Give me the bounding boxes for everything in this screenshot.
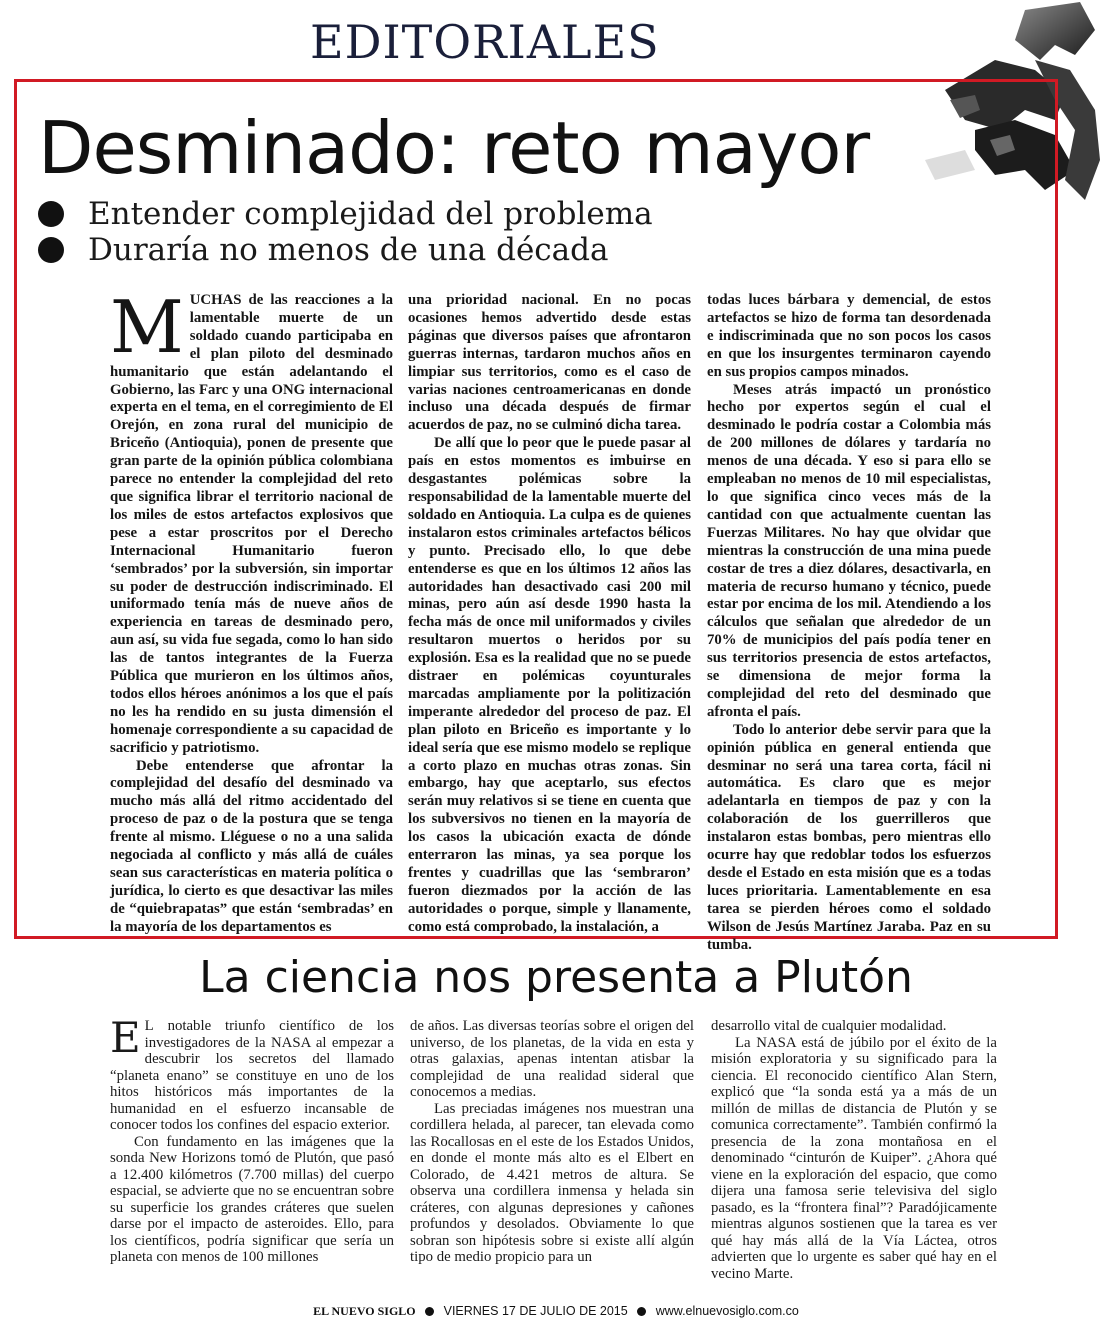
- drop-cap: E: [110, 1013, 141, 1062]
- bullet-item: [38, 232, 653, 268]
- paragraph: una prioridad nacional. En no pocas ocasiones hemos advertido desde estas páginas que diversos países que afrontaron guerras internas, tardaron muchos años en limpiar sus territorios, como es el caso de varias naciones centroamericanas en donde incluso una década después de firmar acuerdos de paz, no se culminó dicha tarea.: [408, 292, 691, 434]
- paragraph: Las preciadas imágenes nos muestran una cordillera helada, al parecer, tan elevada como las Rocallosas en el este de los Estados Unidos, en donde el monte más alto es el Elbert en Colorado, de 4.421 metros de altura. Se observa una cordillera inmensa y helada sin cráteres, con algunas depresiones y cañones profundos y desolados. Obviamente lo que sobran son hipótesis sobre si existe allí algún tipo de medio propicio para un: [410, 1100, 694, 1265]
- editorial1-column-1: [110, 285, 393, 937]
- paragraph: Meses atrás impactó un pronóstico hecho por expertos según el cual el desminado le podría costar a Colombia más de 200 millones de dólares y tardaría no menos de una década. Y eso si para ello se empleaban no menos de 10 mil especialistas, lo que significa cinco veces más de la cantidad con que actualmente cuentan las Fuerzas Militares. No hay que olvidar que mientras la construcción de una mina puede costar de tres a diez dólares, desactivarla, en materia de recurso humano y técnico, puede estar por encima de los mil. Atendiendo a los cálculos que señalan que alrededor de un 70% de municipios del país podía tener en sus territorios presencia de estos artefactos, se dimensiona de mejor forma la complejidad del reto del desminado que afronta el país.: [707, 381, 991, 720]
- paragraph: Debe entenderse que afrontar la complejidad del desafío del desminado va mucho más allá del ritmo accidentado del proceso de paz o de la postura que se tenga frente al mismo. Lléguese o no a una salida negociada al conflicto y más allá de cuáles sean sus características en materia política o jurídica, lo cierto es que desactivar las miles de “quiebrapatas” que están ‘sembradas’ en la mayoría de los departamentos es: [110, 757, 393, 935]
- subheadline-bullets: [38, 196, 653, 268]
- bullet-text: Entender complejidad del problema: [88, 196, 653, 232]
- bullet-item: [38, 196, 653, 232]
- bullet-text: Duraría no menos de una década: [88, 232, 609, 268]
- bullet-dot-icon: [38, 237, 64, 263]
- paragraph: Con fundamento en las imágenes que la sonda New Horizons tomó de Plutón, que pasó a 12.400 kilómetros (7.700 millas) del cuerpo espacial, se advierte que no se encuentran sobre su superficie los grandes cráteres que suelen darse por el impacto de asteroides. Ello, para los científicos, podría significar que sería un planeta con menos de 100 millones: [110, 1133, 394, 1265]
- editorial1-column-2: [408, 292, 691, 937]
- bullet-separator-icon: [425, 1307, 434, 1316]
- headline-pluton: La ciencia nos presenta a Plutón: [199, 952, 913, 1003]
- editorial2-column-3: [711, 1018, 997, 1282]
- paragraph: De allí que lo peor que le puede pasar al país en estos momentos es imbuirse en desgastantes polémicas sobre la responsabilidad de la lamentable muerte del soldado en Antioquia. La culpa es de quienes instalaron estos criminales artefactos bélicos y punto. Precisado ello, lo que debe entenderse es que en los últimos 12 años las autoridades han desactivado casi 200 mil minas, pero aún así desde 1990 hasta la fecha más de once mil uniformados y civiles resultaron muertos o heridos por su explosión. Esa es la realidad que no se puede distraer en polémicas coyunturales marcadas ampliamente por la politización imperante alrededor del proceso de paz. El plan piloto en Briceño es importante y lo ideal sería que ese mismo modelo se replique a corto plazo en muchas otras zonas. Sin embargo, hay que aceptarlo, sus efectos serán muy relativos si se tiene en cuenta que los subversivos no tienen en la mayoría de los casos la ubicación exacta de dónde enterraron las minas, ya sea porque los frentes y cuadrillas que las ‘sembraron’ fueron diezmados por la acción de las autoridades o porque, simple y llanamente, como está comprobado, la instalación, a: [408, 435, 691, 935]
- paragraph: todas luces bárbara y demencial, de estos artefactos se hizo de forma tan desordenada e indiscriminada que no son pocos los casos en que los insurgentes terminaron cayendo en sus propios campos minados.: [707, 292, 991, 380]
- lead-word: L: [144, 1018, 154, 1034]
- paragraph: desarrollo vital de cualquier modalidad.: [711, 1018, 947, 1034]
- headline-desminado: Desminado: reto mayor: [38, 106, 870, 190]
- bullet-separator-icon: [637, 1307, 646, 1316]
- paragraph-text: de las reacciones a la lamentable muerte de un soldado cuando participaba en el plan piloto del desminado humanitario que están adelantando el Gobierno, las Farc y una ONG internacional experta en el tema, en el corregimiento de El Orejón, en zona rural del municipio de Briceño (Antioquia), ponen de presente que gran parte de la opinión pública colombiana parece no entender la complejidad del reto que significa librar el territorio nacional de los miles de estos artefactos explosivos que pese a estar proscritos por el Derecho Internacional Humanitario fueron ‘sembrados’ por la subversión, sin importar su poder de destrucción indiscriminado. El uniformado tenía más de nueve años de experiencia en tareas de desminado pero, aun así, su vida fue segada, como lo han sido las de tantos integrantes de la Fuerza Pública que murieron en los últimos años, todos ellos héroes anónimos a los que el país no les ha rendido en su justa dimensión el homenaje correspondiente a su capacidad de sacrificio y patriotismo.: [110, 292, 393, 756]
- paragraph: Todo lo anterior debe servir para que la opinión pública en general entienda que desminar no será una tarea corta, fácil ni automática. Es claro que es mejor adelantarla en tiempos de paz y con la colaboración de los guerrilleros que instalaron estas bombas, pero mientras ello ocurre hay que redoblar todos los esfuerzos desde el Estado en esta misión que es a todas luces prioritaria. Lamentablemente en esa tarea se pierden héroes como el soldado Wilson de Jesús Martínez Jaraba. Paz en su tumba.: [707, 721, 991, 953]
- page-footer: [0, 1304, 1112, 1319]
- paragraph: [110, 1013, 394, 1134]
- paragraph-text: notable triunfo científico de los investigadores de la NASA al empezar a descubrir los secretos del llamado “planeta enano” se constituye en uno de los hitos históricos más importantes de la humanidad en el esfuerzo incansable de conocer todos los confines del espacio exterior.: [110, 1018, 394, 1133]
- section-title: EDITORIALES: [310, 15, 660, 69]
- lead-word: UCHAS: [189, 292, 242, 308]
- editorial2-column-1: [110, 1013, 394, 1266]
- editorial2-column-2: [410, 1018, 694, 1266]
- bullet-dot-icon: [38, 201, 64, 227]
- publication-date: VIERNES 17 DE JULIO DE 2015: [443, 1304, 628, 1318]
- paragraph: La NASA está de júbilo por el éxito de la misión exploratoria y su significado para la ciencia. El reconocido científico Alan Stern, explicó que “la sonda está ya a más de un millón de millas de distancia de Plutón y se comunica correctamente”. También confirmó la presencia de la zona montañosa en el denominado “cinturón de Kuiper”. ¿Ahora qué viene en la exploración del espacio, que como dijera una famosa serie televisiva del siglo pasado, es la “frontera final”? Paradójicamente mientras algunos sostienen que la tarea es ver qué hay más allá de la Vía Láctea, otros advierten que lo urgente es saber qué hay en el vecino Marte.: [711, 1034, 997, 1282]
- paragraph: [110, 285, 393, 758]
- website-url: www.elnuevosiglo.com.co: [655, 1304, 799, 1318]
- drop-cap: M: [110, 285, 184, 369]
- publication-name: EL NUEVO SIGLO: [313, 1304, 416, 1318]
- editorial1-column-3: [707, 292, 991, 955]
- paragraph: de años. Las diversas teorías sobre el origen del universo, de los planetas, de la vida en esta y otras galaxias, apenas intentan atisbar la complejidad de una realidad sideral que conocemos a medias.: [410, 1018, 694, 1100]
